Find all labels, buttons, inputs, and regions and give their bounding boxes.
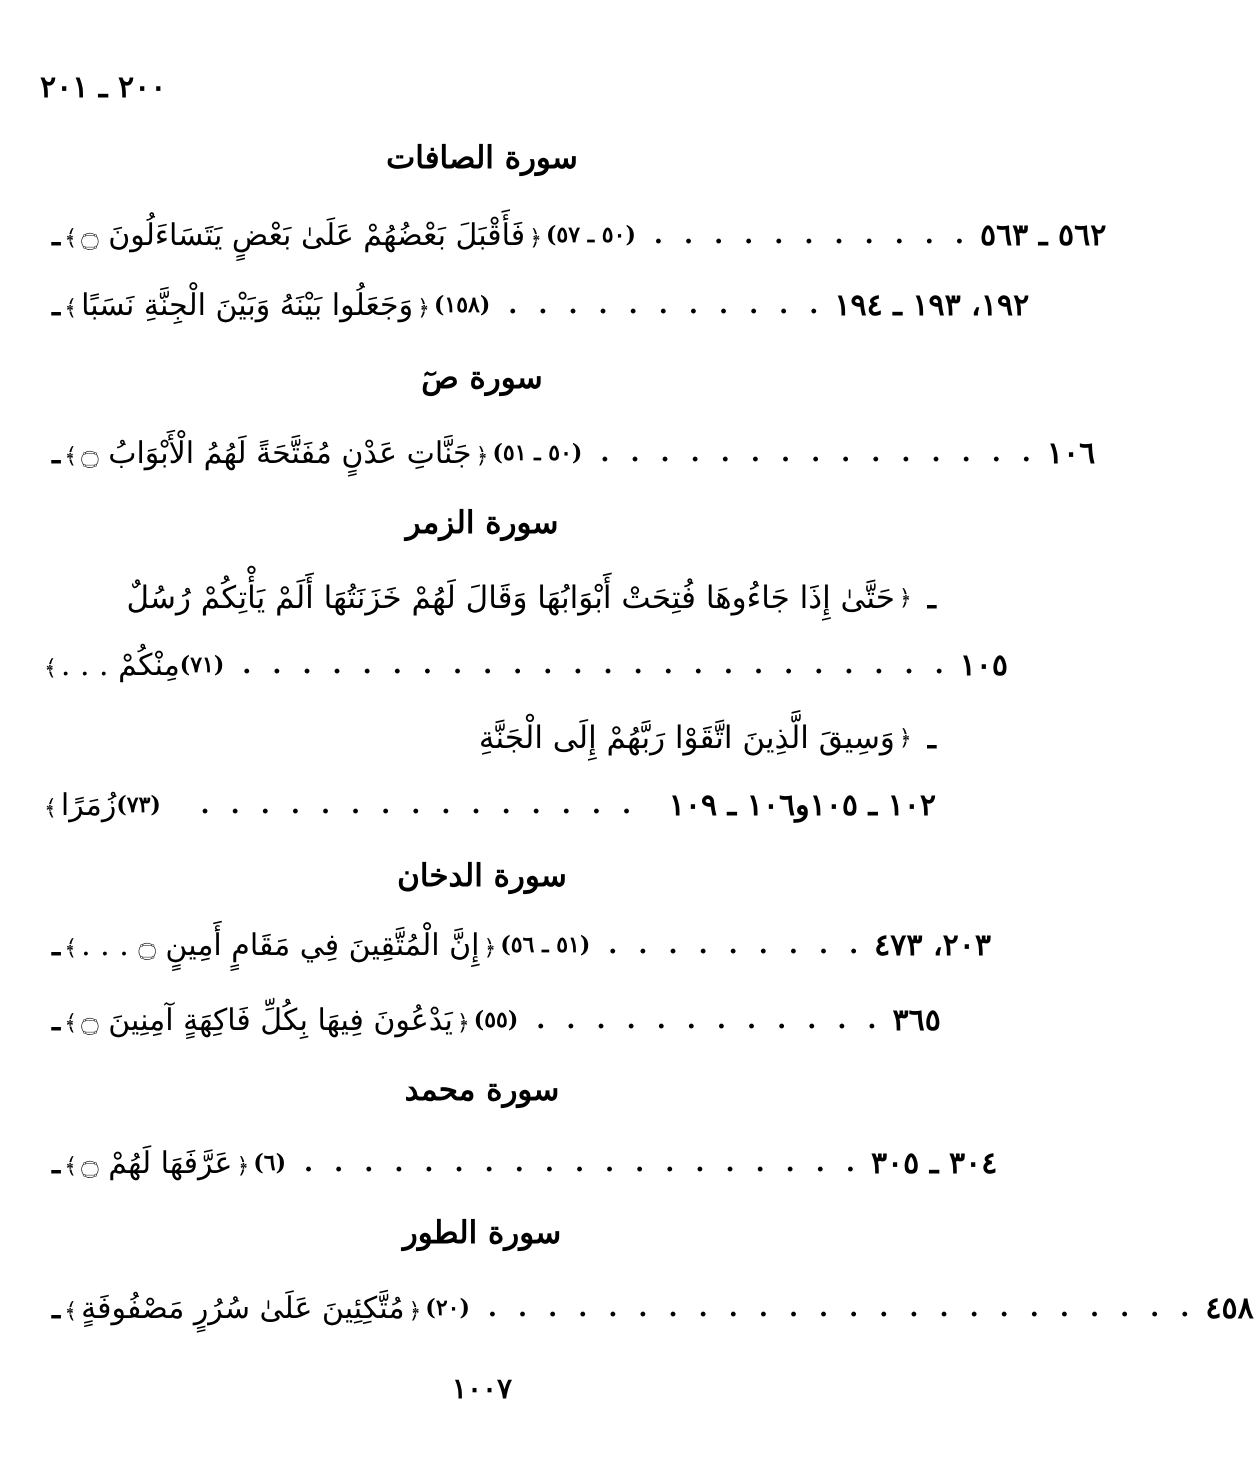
ayah-number: (٥٥): [473, 1007, 519, 1033]
surah-title-sad: سورة صٓ: [421, 360, 543, 396]
ayah-number: (٥١ ـ ٥٦): [500, 932, 591, 958]
leader-dots: . . . . . . . . . . . . . . . . . . .: [304, 1148, 861, 1178]
entry-dash: ـ: [927, 721, 936, 755]
leader-dots: . . . . . . . . . . .: [653, 220, 970, 250]
ornament-close-icon: ﴾: [64, 225, 78, 251]
verse-text: ﴿إِنَّ الْمُتَّقِينَ فِي مَقَامٍ أَمِينٍ ۝ . . .﴾: [64, 927, 497, 963]
verse-first-line: [40, 570, 936, 626]
ornament-close-icon: ﴾: [44, 795, 57, 821]
page-reference: ٣٠٤ ـ ٣٠٥: [870, 1145, 998, 1181]
ayah-number: (٥٠ ـ ٥٧): [545, 222, 636, 248]
surah-title-zumar: سورة الزمر: [405, 505, 559, 541]
ornament-open-icon: ﴿: [529, 225, 542, 251]
surah-title-saffat: سورة الصافات: [386, 140, 578, 176]
page-reference: ١٠٢ ـ ١٠٥و١٠٦ ـ ١٠٩: [668, 787, 936, 823]
ayah-number: (٢٠): [425, 1295, 470, 1321]
ayah-number: (١٥٨): [433, 292, 491, 318]
leader-dots: . . . . . . . . . . . . . . . . . . . . . . . .: [487, 1293, 1196, 1323]
ornament-open-icon: ﴿: [236, 1153, 250, 1179]
index-entry: [40, 428, 1096, 478]
ornament-open-icon: ﴿: [483, 935, 497, 961]
entry-dash: ـ: [52, 1146, 61, 1180]
ornament-open-icon: ﴿: [456, 1010, 470, 1036]
verse-text: حَتَّىٰ إِذَا جَاءُوهَا فُتِحَتْ أَبْوَابُهَا وَقَالَ لَهُمْ خَزَنَتُهَا أَلَمْ يَأْتِكُمْ رُسُلٌ: [126, 580, 895, 616]
leader-dots: . . . . . . . . .: [608, 930, 865, 960]
verse-text-continuation: زُمَرًا﴾: [44, 787, 117, 823]
entry-dash: ـ: [52, 288, 61, 322]
page-reference: ١٠٥: [959, 647, 1009, 683]
surah-title-dukhan: سورة الدخان: [397, 858, 567, 894]
ornament-open-icon: ﴿: [475, 443, 489, 469]
ornament-close-icon: ﴾: [64, 1298, 78, 1324]
page-reference: ٤٥٨: [1205, 1290, 1254, 1326]
ornament-close-icon: ﴾: [64, 295, 78, 321]
entry-dash: ـ: [52, 1291, 61, 1325]
index-entry: [40, 640, 1009, 690]
index-entry: [40, 920, 991, 970]
ornament-open-icon: ﴿: [408, 1298, 422, 1324]
ayah-number: (٦): [253, 1150, 287, 1176]
ayah-number: (٧١): [179, 652, 225, 678]
verse-text: ﴿جَنَّاتِ عَدْنٍ مُفَتَّحَةً لَهُمُ الْأَبْوَابُ ۝﴾: [64, 435, 489, 471]
leader-dots: . . . . . . . . . . . . . . .: [200, 790, 638, 820]
entry-dash: ـ: [52, 928, 61, 962]
ornament-close-icon: ﴾: [64, 1010, 78, 1036]
index-entry: [40, 280, 1030, 330]
index-entry: [40, 210, 1107, 260]
leader-dots: . . . . . . . . . . . .: [536, 1005, 883, 1035]
verse-text-continuation: مِنْكُمْ . . .﴾: [44, 647, 180, 683]
leader-dots: . . . . . . . . . . . . . . . . . . . . . . . .: [242, 650, 950, 680]
top-page-reference: ٢٠٠ ـ ٢٠١: [40, 70, 167, 105]
page-reference: ٥٦٢ ـ ٥٦٣: [979, 217, 1107, 253]
entry-dash: ـ: [52, 436, 61, 470]
surah-title-tur: سورة الطور: [402, 1215, 562, 1251]
ornament-open-icon: ﴿: [417, 295, 430, 321]
leader-dots: . . . . . . . . . . . . . . .: [600, 438, 1037, 468]
verse-text: ﴿مُتَّكِئِينَ عَلَىٰ سُرُرٍ مَصْفُوفَةٍ﴾: [64, 1290, 422, 1326]
ornament-close-icon: ﴾: [64, 1153, 78, 1179]
page-reference: ١٩٢، ١٩٣ ـ ١٩٤: [834, 287, 1030, 323]
index-entry: [40, 1283, 1254, 1333]
ornament-open-icon: ﴿: [898, 585, 912, 611]
index-entry: [40, 780, 936, 830]
page-number: ١٠٠٧: [451, 1372, 513, 1405]
verse-text: ﴿فَأَقْبَلَ بَعْضُهُمْ عَلَىٰ بَعْضٍ يَتَسَاءَلُونَ ۝﴾: [64, 217, 542, 253]
leader-dots: . . . . . . . . . . .: [508, 290, 825, 320]
ayah-number: (٧٣): [116, 792, 161, 818]
ornament-open-icon: ﴿: [898, 725, 912, 751]
entry-dash: ـ: [52, 218, 61, 252]
page-reference: ٣٦٥: [892, 1002, 941, 1038]
index-entry: [40, 1138, 998, 1188]
ornament-close-icon: ﴾: [44, 655, 57, 681]
surah-title-muhammad: سورة محمد: [404, 1072, 560, 1108]
page-reference: ٢٠٣، ٤٧٣: [874, 927, 991, 963]
verse-text: ﴿وَجَعَلُوا بَيْنَهُ وَبَيْنَ الْجِنَّةِ نَسَبًا﴾: [64, 287, 430, 323]
verse-text: ﴿يَدْعُونَ فِيهَا بِكُلِّ فَاكِهَةٍ آمِنِينَ ۝﴾: [64, 1002, 470, 1038]
ayah-number: (٥٠ ـ ٥١): [492, 440, 583, 466]
ornament-close-icon: ﴾: [64, 935, 78, 961]
index-entry: [40, 995, 941, 1045]
verse-text: وَسِيقَ الَّذِينَ اتَّقَوْا رَبَّهُمْ إِلَى الْجَنَّةِ: [478, 720, 895, 756]
ornament-close-icon: ﴾: [64, 443, 78, 469]
verse-first-line: [40, 710, 936, 766]
entry-dash: ـ: [927, 581, 936, 615]
page-reference: ١٠٦: [1046, 435, 1096, 471]
verse-text: ﴿عَرَّفَهَا لَهُمْ ۝﴾: [64, 1145, 250, 1181]
entry-dash: ـ: [52, 1003, 61, 1037]
